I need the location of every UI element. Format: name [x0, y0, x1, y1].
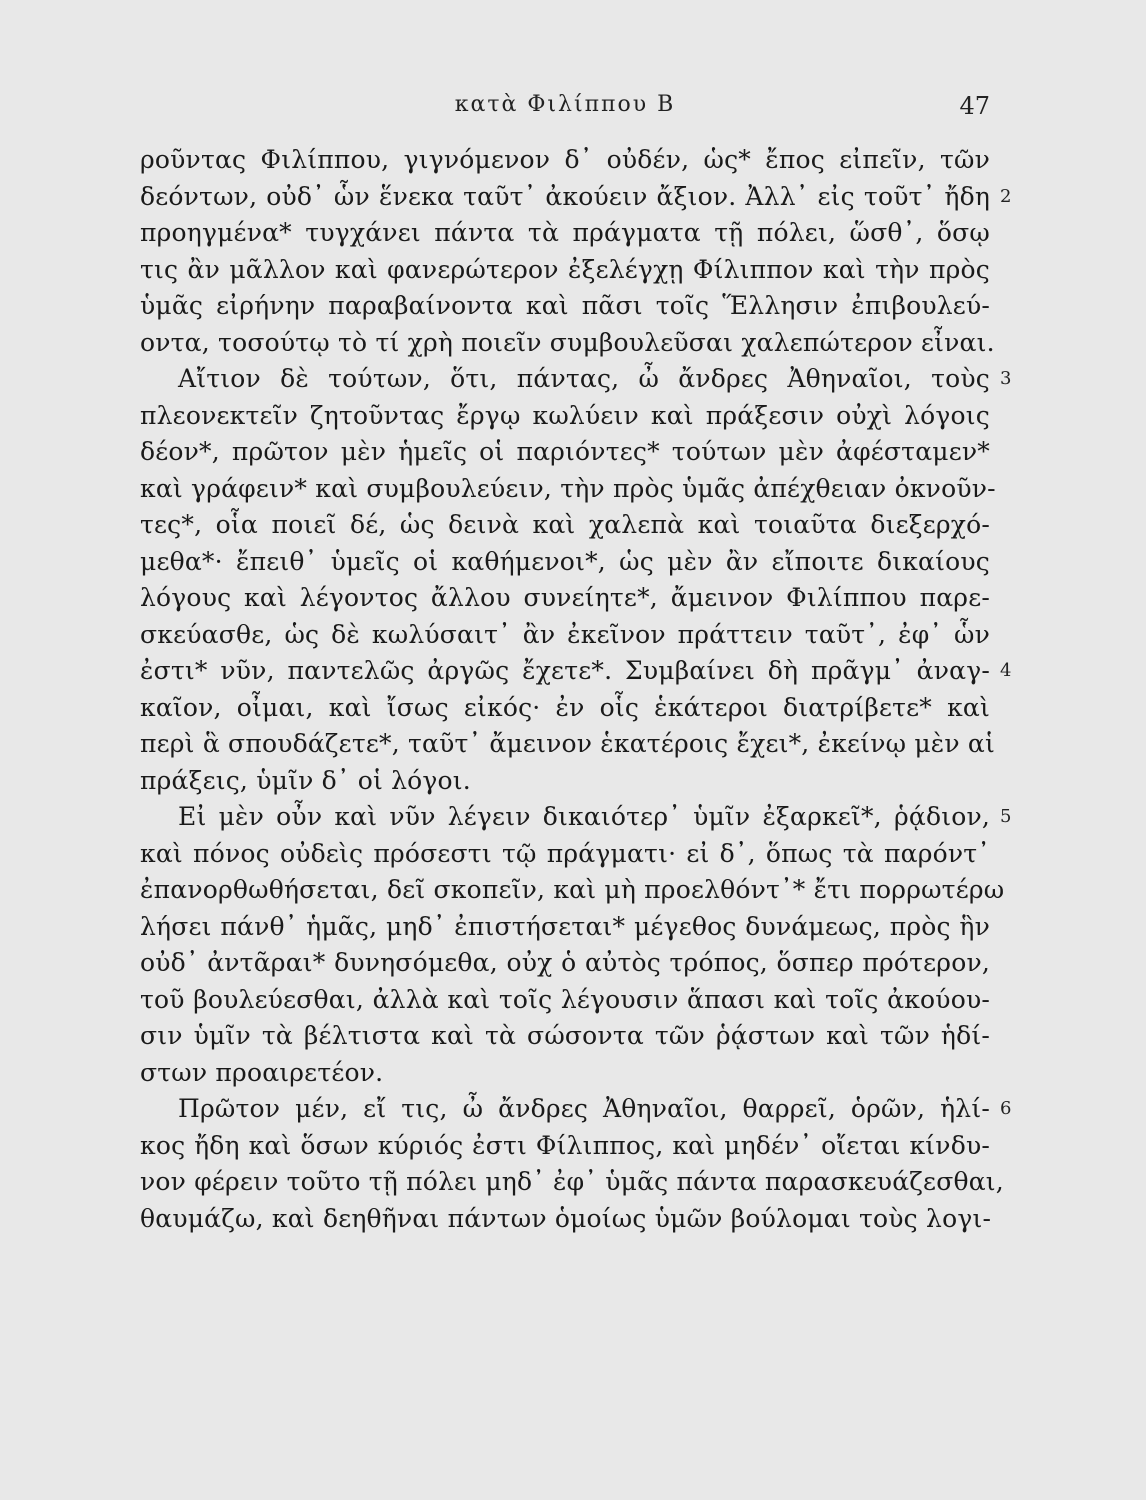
text-line-content: Εἰ μὲν οὖν καὶ νῦν λέγειν δικαιότερ᾽ ὑμῖν ἐξαρκεῖ*, ῥᾴδιον, [178, 802, 990, 831]
text-line-content: περὶ ἃ σπουδάζετε*, ταῦτ᾽ ἄμεινον ἑκατέροις ἔχει*, ἐκείνῳ μὲν αἱ [140, 729, 996, 758]
section-number: 6 [1000, 1098, 1012, 1119]
text-line [140, 1128, 990, 1165]
text-line [140, 909, 990, 946]
text-line-content: πλεονεκτεῖν ζητοῦντας ἔργῳ κωλύειν καὶ πράξεσιν οὐχὶ λόγοις [140, 400, 990, 430]
text-line-content: τις ἂν μᾶλλον καὶ φανερώτερον ἐξελέγχῃ Φίλιππον καὶ τὴν πρὸς [140, 254, 990, 284]
text-line-content: τοῦ βουλεύεσθαι, ἀλλὰ καὶ τοῖς λέγουσιν ἅπασι καὶ τοῖς ἀκούου- [140, 984, 990, 1014]
text-line [140, 617, 990, 654]
text-line [140, 763, 990, 800]
text-line [140, 507, 990, 544]
text-line-content: νον φέρειν τοῦτο τῇ πόλει μηδ᾽ ἐφ᾽ ὑμᾶς πάντα παρασκευάζεσθαι, [140, 1167, 1004, 1196]
text-line-content: στων προαιρετέον. [140, 1057, 384, 1087]
text-line [140, 1091, 1012, 1128]
text-line-content: οὐδ᾽ ἀντᾶραι* δυνησόμεθα, οὐχ ὁ αὐτὸς τρόπος, ὅσπερ πρότερον, [140, 948, 990, 977]
section-number: 2 [1000, 185, 1012, 207]
text-line [140, 982, 990, 1019]
text-line [140, 288, 990, 325]
text-line [140, 1055, 990, 1092]
text-line-content: οντα, τοσούτῳ τὸ τί χρὴ ποιεῖν συμβουλεῦσαι χαλεπώτερον εἶναι. [140, 327, 995, 357]
text-line [140, 179, 1012, 216]
text-line-content: δεόντων, οὐδ᾽ ὧν ἕνεκα ταῦτ᾽ ἀκούειν ἄξιον. Ἀλλ᾽ εἰς τοῦτ᾽ ἤδη [140, 181, 990, 211]
text-line [140, 215, 990, 252]
text-line-content: τες*, οἷα ποιεῖ δέ, ὡς δεινὰ καὶ χαλεπὰ καὶ τοιαῦτα διεξερχό- [140, 510, 990, 539]
text-line [140, 872, 1005, 909]
text-line-content: σιν ὑμῖν τὰ βέλτιστα καὶ τὰ σώσοντα τῶν ῥᾴστων καὶ τῶν ἡδί- [140, 1021, 990, 1050]
text-line [140, 252, 990, 289]
text-line-content: ὑμᾶς εἰρήνην παραβαίνοντα καὶ πᾶσι τοῖς Ἕλλησιν ἐπιβουλεύ- [140, 291, 990, 320]
text-line [140, 653, 1012, 690]
text-line [140, 1164, 1004, 1201]
text-line [140, 142, 990, 179]
text-line-content: κος ἤδη καὶ ὅσων κύριός ἐστι Φίλιππος, καὶ μηδέν᾽ οἴεται κίνδυ- [140, 1130, 990, 1160]
text-line-content: μεθα*· ἔπειθ᾽ ὑμεῖς οἱ καθήμενοι*, ὡς μὲν ἂν εἴποιτε δικαίους [140, 546, 990, 576]
page-header [140, 92, 990, 122]
text-line [140, 544, 990, 581]
text-line [140, 434, 990, 471]
text-line [140, 1018, 990, 1055]
text-line-content: θαυμάζω, καὶ δεηθῆναι πάντων ὁμοίως ὑμῶν βούλομαι τοὺς λογι- [140, 1203, 992, 1233]
text-line-content: καῖον, οἶμαι, καὶ ἴσως εἰκός· ἐν οἷς ἑκάτεροι διατρίβετε* καὶ [140, 692, 990, 722]
text-line [140, 325, 995, 362]
text-line-content: ἐστι* νῦν, παντελῶς ἀργῶς ἔχετε*. Συμβαίνει δὴ πρᾶγμ᾽ ἀναγ- [140, 656, 990, 685]
text-line [140, 836, 990, 873]
text-line-content: Πρῶτον μέν, εἴ τις, ὦ ἄνδρες Ἀθηναῖοι, θαρρεῖ, ὁρῶν, ἡλί- [178, 1094, 990, 1123]
text-line-content: δέον*, πρῶτον μὲν ἡμεῖς οἱ παριόντες* τούτων μὲν ἀφέσταμεν* [140, 437, 990, 466]
text-line [140, 471, 996, 508]
page-number: 47 [959, 92, 990, 120]
text-line-content: Αἴτιον δὲ τούτων, ὅτι, πάντας, ὦ ἄνδρες Ἀθηναῖοι, τοὺς [178, 364, 990, 393]
section-number: 4 [1000, 660, 1012, 681]
text-line [140, 945, 990, 982]
section-number: 3 [1000, 368, 1012, 389]
text-line [140, 361, 1012, 398]
text-line-content: καὶ πόνος οὐδεὶς πρόσεστι τῷ πράγματι· εἰ δ᾽, ὅπως τὰ παρόντ᾽ [140, 838, 990, 868]
text-line-content: ροῦντας Φιλίππου, γιγνόμενον δ᾽ οὐδέν, ὡς* ἔπος εἰπεῖν, τῶν [140, 145, 990, 174]
text-line-content: λήσει πάνθ᾽ ἡμᾶς, μηδ᾽ ἐπιστήσεται* μέγεθος δυνάμεως, πρὸς ἣν [140, 911, 990, 941]
text-line-content: πράξεις, ὑμῖν δ᾽ οἱ λόγοι. [140, 765, 471, 795]
text-line [140, 398, 990, 435]
text-line-content: προηγμένα* τυγχάνει πάντα τὰ πράγματα τῇ πόλει, ὥσθ᾽, ὅσῳ [140, 218, 990, 247]
text-line-content: ἐπανορθωθήσεται, δεῖ σκοπεῖν, καὶ μὴ προελθόντ᾽* ἔτι πορρωτέρω [140, 875, 1005, 904]
text-line-content: λόγους καὶ λέγοντος ἄλλου συνείητε*, ἄμεινον Φιλίππου παρε- [140, 583, 990, 612]
text-line [140, 690, 990, 727]
running-title: κατὰ Φιλίππου Β [454, 92, 676, 117]
text-line [140, 1201, 990, 1238]
section-number: 5 [1000, 806, 1012, 827]
body-text [140, 142, 1012, 1237]
text-line [140, 799, 1012, 836]
text-line [140, 580, 990, 617]
text-line-content: σκεύασθε, ὡς δὲ κωλύσαιτ᾽ ἂν ἐκεῖνον πράττειν ταῦτ᾽, ἐφ᾽ ὧν [140, 619, 990, 649]
text-line-content: καὶ γράφειν* καὶ συμβουλεύειν, τὴν πρὸς ὑμᾶς ἀπέχθειαν ὀκνοῦν- [140, 473, 996, 503]
text-line [140, 726, 996, 763]
